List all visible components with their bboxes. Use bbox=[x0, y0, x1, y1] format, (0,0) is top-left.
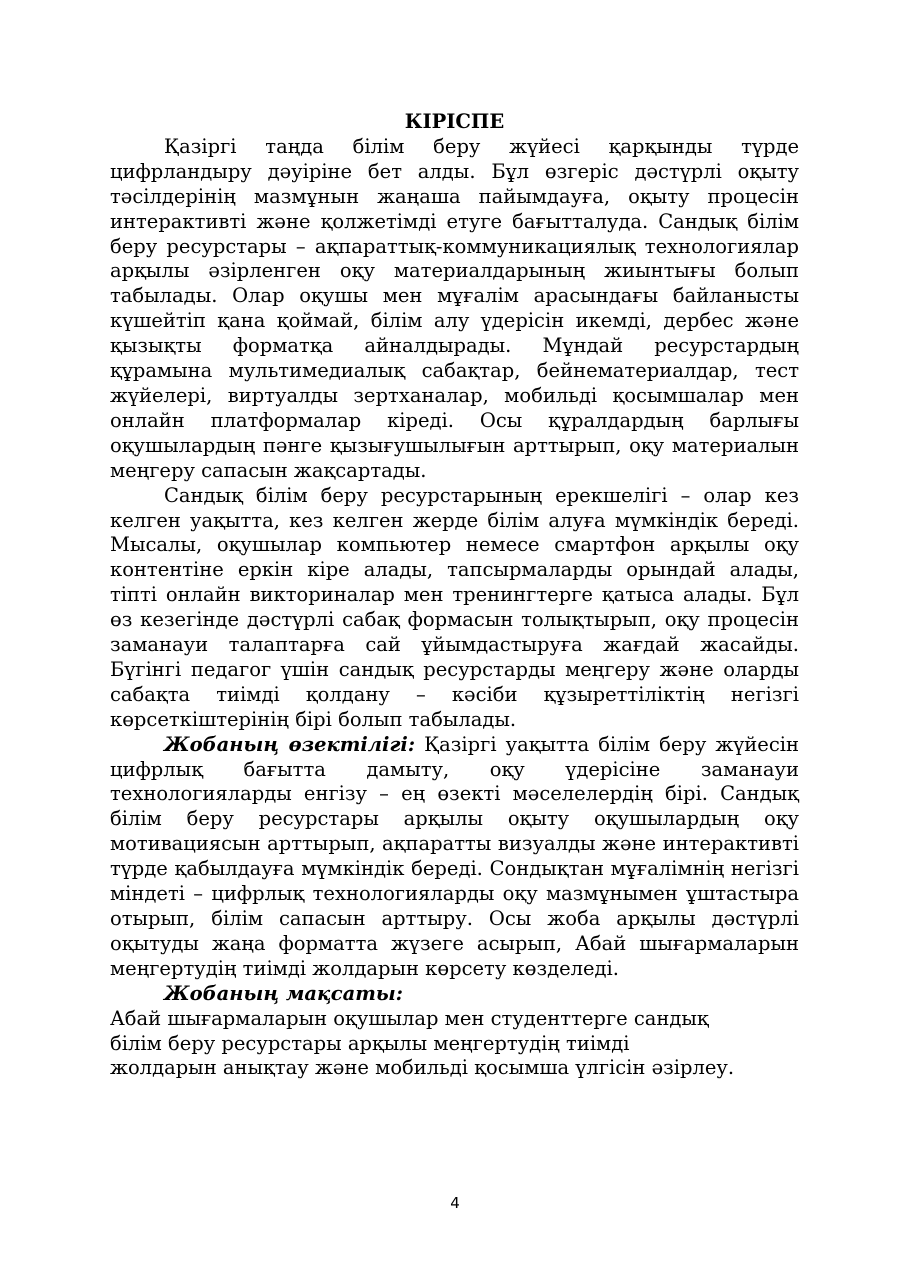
relevance-paragraph bbox=[110, 733, 799, 982]
goal-line: Абай шығармаларын оқушылар мен студенттерге сандық bbox=[110, 1006, 709, 1030]
goal-line: білім беру ресурстары арқылы меңгертудің тиімді bbox=[110, 1031, 630, 1055]
relevance-label: Жобаның өзектілігі: bbox=[164, 732, 416, 756]
goal-heading: Жобаның мақсаты: bbox=[164, 981, 403, 1005]
goal-text bbox=[110, 1007, 799, 1082]
page-body bbox=[110, 110, 799, 1081]
intro-paragraph-2: Сандық білім беру ресурстарының ерекшелігі – олар кез келген уақытта, кез келген жерде білім алуға мүмкіндік береді. Мысалы, оқушылар компьютер немесе смартфон арқылы оқу контентіне еркін кіре алады, тапсырмаларды орындай алады, тіпті онлайн викториналар мен тренингтерге қатыса алады. Бұл өз кезегінде дәстүрлі сабақ формасын толықтырып, оқу процесін заманауи талаптарға сай ұйымдастыруға жағдай жасайды. Бүгінгі педагог үшін сандық ресурстарды меңгеру және оларды сабақта тиімді қолдану – кәсіби құзыреттіліктің негізгі көрсеткіштерінің бірі болып табылады. bbox=[110, 483, 799, 731]
page-number: 4 bbox=[450, 1194, 460, 1212]
relevance-text: Қазіргі уақытта білім беру жүйесін цифрлық бағытта дамыту, оқу үдерісіне заманауи технологияларды енгізу – ең өзекті мәселелердің бірі. Сандық білім беру ресурстары арқылы оқыту оқушылардың оқу мотивациясын арттырып, ақпаратты визуалды және интерактивті түрде қабылдауға мүмкіндік береді. Сондықтан мұғалімнің негізгі міндеті – цифрлық технологияларды оқу мазмұнымен ұштастыра отырып, білім сапасын арттыру. Осы жоба арқылы дәстүрлі оқытуды жаңа форматта жүзеге асырып, Абай шығармаларын меңгертудің тиімді жолдарын көрсету көзделеді. bbox=[110, 732, 799, 980]
goal-line: жолдарын анықтау және мобильді қосымша үлгісін әзірлеу. bbox=[110, 1056, 735, 1080]
section-title: КІРІСПЕ bbox=[404, 110, 505, 133]
intro-paragraph-1: Қазіргі таңда білім беру жүйесі қарқынды түрде цифрландыру дәуіріне бет алды. Бұл өзгеріс дәстүрлі оқыту тәсілдерінің мазмұнын жаңаша пайымдауға, оқыту процесін интерактивті және қолжетімді етуге бағытталуда. Сандық білім беру ресурстары – ақпараттық-коммуникациялық технологиялар арқылы әзірленген оқу материалдарының жиынтығы болып табылады. Олар оқушы мен мұғалім арасындағы байланысты күшейтіп қана қоймай, білім алу үдерісін икемді, дербес және қызықты форматқа айналдырады. Мұндай ресурстардың құрамына мультимедиалық сабақтар, бейнематериалдар, тест жүйелері, виртуалды зертханалар, мобильді қосымшалар мен онлайн платформалар кіреді. Осы құралдардың барлығы оқушылардың пәнге қызығушылығын арттырып, оқу материалын меңгеру сапасын жақсартады. bbox=[110, 134, 799, 482]
